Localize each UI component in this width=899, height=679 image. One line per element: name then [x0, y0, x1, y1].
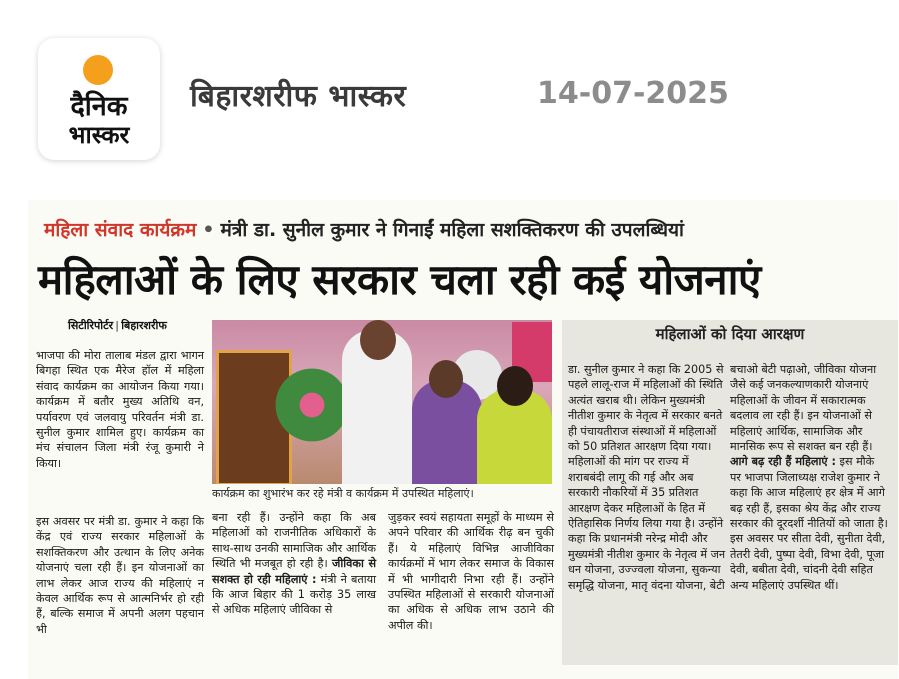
byline-reporter: सिटीरिपोर्टर [68, 319, 114, 332]
logo-line-2: भास्कर [68, 121, 130, 149]
article-paragraph: भाजपा की मोरा तालाब मंडल द्वारा भागन बिगहा स्थित एक मैरेज हॉल में महिला संवाद कार्यक्रम का आयोजन किया गया। कार्यक्रम में बतौर मुख्य अतिथि वन, पर्यावरण एवं जलवायु परिवर्तन मंत्री डा. सुनील कुमार शामिल हुए। कार्यक्रम का मंच संचालन जिला मंत्री रंजू कुमारी ने किया। [36, 349, 204, 470]
byline-place: बिहारशरीफ [121, 319, 167, 332]
sidebar-col2-text: बचाओ बेटी पढ़ाओ, जीविका योजना जैसे कई जनकल्याणकारी योजनाएं महिलाओं के जीवन में सकारात्मक बदलाव ला रही हैं। इन योजनाओं से महिलाएं आर्थिक, सामाजिक और मानसिक रूप से सशक्त बन रही हैं। [730, 363, 877, 454]
article-headline: महिलाओं के लिए सरकार चला रही कई योजनाएं [38, 255, 761, 304]
edition-title: बिहारशरीफ भास्कर [190, 79, 407, 114]
sidebar-title: महिलाओं को दिया आरक्षण [655, 325, 805, 343]
sidebar-col2-subhead: आगे बढ़ रही हैं महिलाएं : [730, 455, 836, 469]
article-paragraph: इस अवसर पर मंत्री डा. कुमार ने कहा कि केंद्र एवं राज्य सरकार महिलाओं के सशक्तिकरण और उत्थान के लिए अनेक योजनाएं चला रही हैं। इन योजनाओं का लाभ लेकर आज राज्य की महिलाएं न केवल आर्थिक रूप से आत्मनिर्भर हो रही हैं, बल्कि समाज में अपनी अलग पहचान भी [36, 515, 204, 636]
person-minister-head [360, 320, 396, 360]
article-column-3 [388, 510, 554, 633]
sidebar-col2-after: इस मौके पर भाजपा जिलाध्यक्ष राजेश कुमार ने कहा कि आज महिलाएं हर क्षेत्र में आगे बढ़ रही हैं, इसका श्रेय केंद्र और राज्य सरकार की दूरदर्शी नीतियों को जाता है। इस अवसर पर सीता देवी, सुनीता देवी, तेतरी देवी, पुष्पा देवी, विभा देवी, पूजा देवी, बबीता देवी, चांदनी देवी सहित अन्य महिलाएं उपस्थित थीं। [730, 455, 888, 592]
article-column-2 [212, 510, 376, 618]
article-kicker [44, 216, 684, 242]
article-paragraph [212, 510, 376, 618]
article-column-1-bottom [36, 514, 204, 637]
dainik-bhaskar-logo [38, 38, 160, 160]
photo-caption: कार्यक्रम का शुभारंभ कर रहे मंत्री व कार्यक्रम में उपस्थित महिलाएं। [212, 484, 552, 504]
sidebar-paragraph [730, 362, 888, 593]
event-photo [212, 320, 552, 484]
flower-decoration [272, 360, 352, 450]
kicker-label: महिला संवाद कार्यक्रम [44, 219, 197, 241]
sidebar-paragraph: डा. सुनील कुमार ने कहा कि 2005 से पहले लालू-राज में महिलाओं की स्थिति अत्यंत खराब थी। लेकिन मुख्यमंत्री नीतीश कुमार के नेतृत्व में सरकार बनते ही पंचायतीराज संस्थाओं में महिलाओं को 50 प्रतिशत आरक्षण दिया गया। महिलाओं की मांग पर राज्य में शराबबंदी लागू की गई और अब सरकारी नौकरियों में 35 प्रतिशत आरक्षण देकर महिलाओं के हित में ऐतिहासिक निर्णय लिया गया है। उन्होंने कहा कि प्रधानमंत्री नरेन्द्र मोदी और मुख्यमंत्री नीतीश कुमार के नेतृत्व में जन धन योजना, उज्ज्वला योजना, सुकन्या समृद्धि योजना, मातृ वंदना योजना, बेटी [568, 363, 726, 592]
article-column-1-top [36, 348, 204, 471]
logo-line-1: दैनिक [70, 91, 128, 122]
byline [68, 318, 167, 333]
bullet-separator: • [202, 219, 215, 241]
person-woman-2-head [497, 366, 533, 406]
sun-icon [83, 55, 113, 85]
article-paragraph: जुड़कर स्वयं सहायता समूहों के माध्यम से अपने परिवार की आर्थिक रीढ़ बन चुकी हैं। ये महिलाएं विभिन्न आजीविका कार्यक्रमों में भाग लेकर समाज के विकास में भी भागीदारी निभा रही हैं। उन्होंने उपस्थित महिलाओं से सरकारी योजनाओं का अधिक से अधिक लाभ उठाने की अपील की। [388, 511, 554, 632]
byline-separator: | [115, 319, 120, 332]
person-woman-1-head [429, 360, 463, 398]
sidebar-column-1 [568, 362, 726, 593]
edition-date: 14-07-2025 [537, 76, 729, 111]
column-2-after: मंत्री ने बताया कि आज बिहार की 1 करोड़ 35 लाख से अधिक महिलाएं जीविका से [212, 572, 377, 617]
column-2-text: बना रही हैं। उन्होंने कहा कि अब महिलाओं को राजनीतिक अधिकारों के साथ-साथ उनकी सामाजिक और आर्थिक स्थिति भी मजबूत हो रही है। [212, 511, 376, 571]
kicker-subtitle: मंत्री डा. सुनील कुमार ने गिनाईं महिला सशक्तिकरण की उपलब्धियां [220, 219, 684, 241]
column-2-subhead: जीविका से सशक्त हो रही महिलाएं : [212, 557, 377, 586]
sidebar-column-2 [730, 362, 888, 593]
